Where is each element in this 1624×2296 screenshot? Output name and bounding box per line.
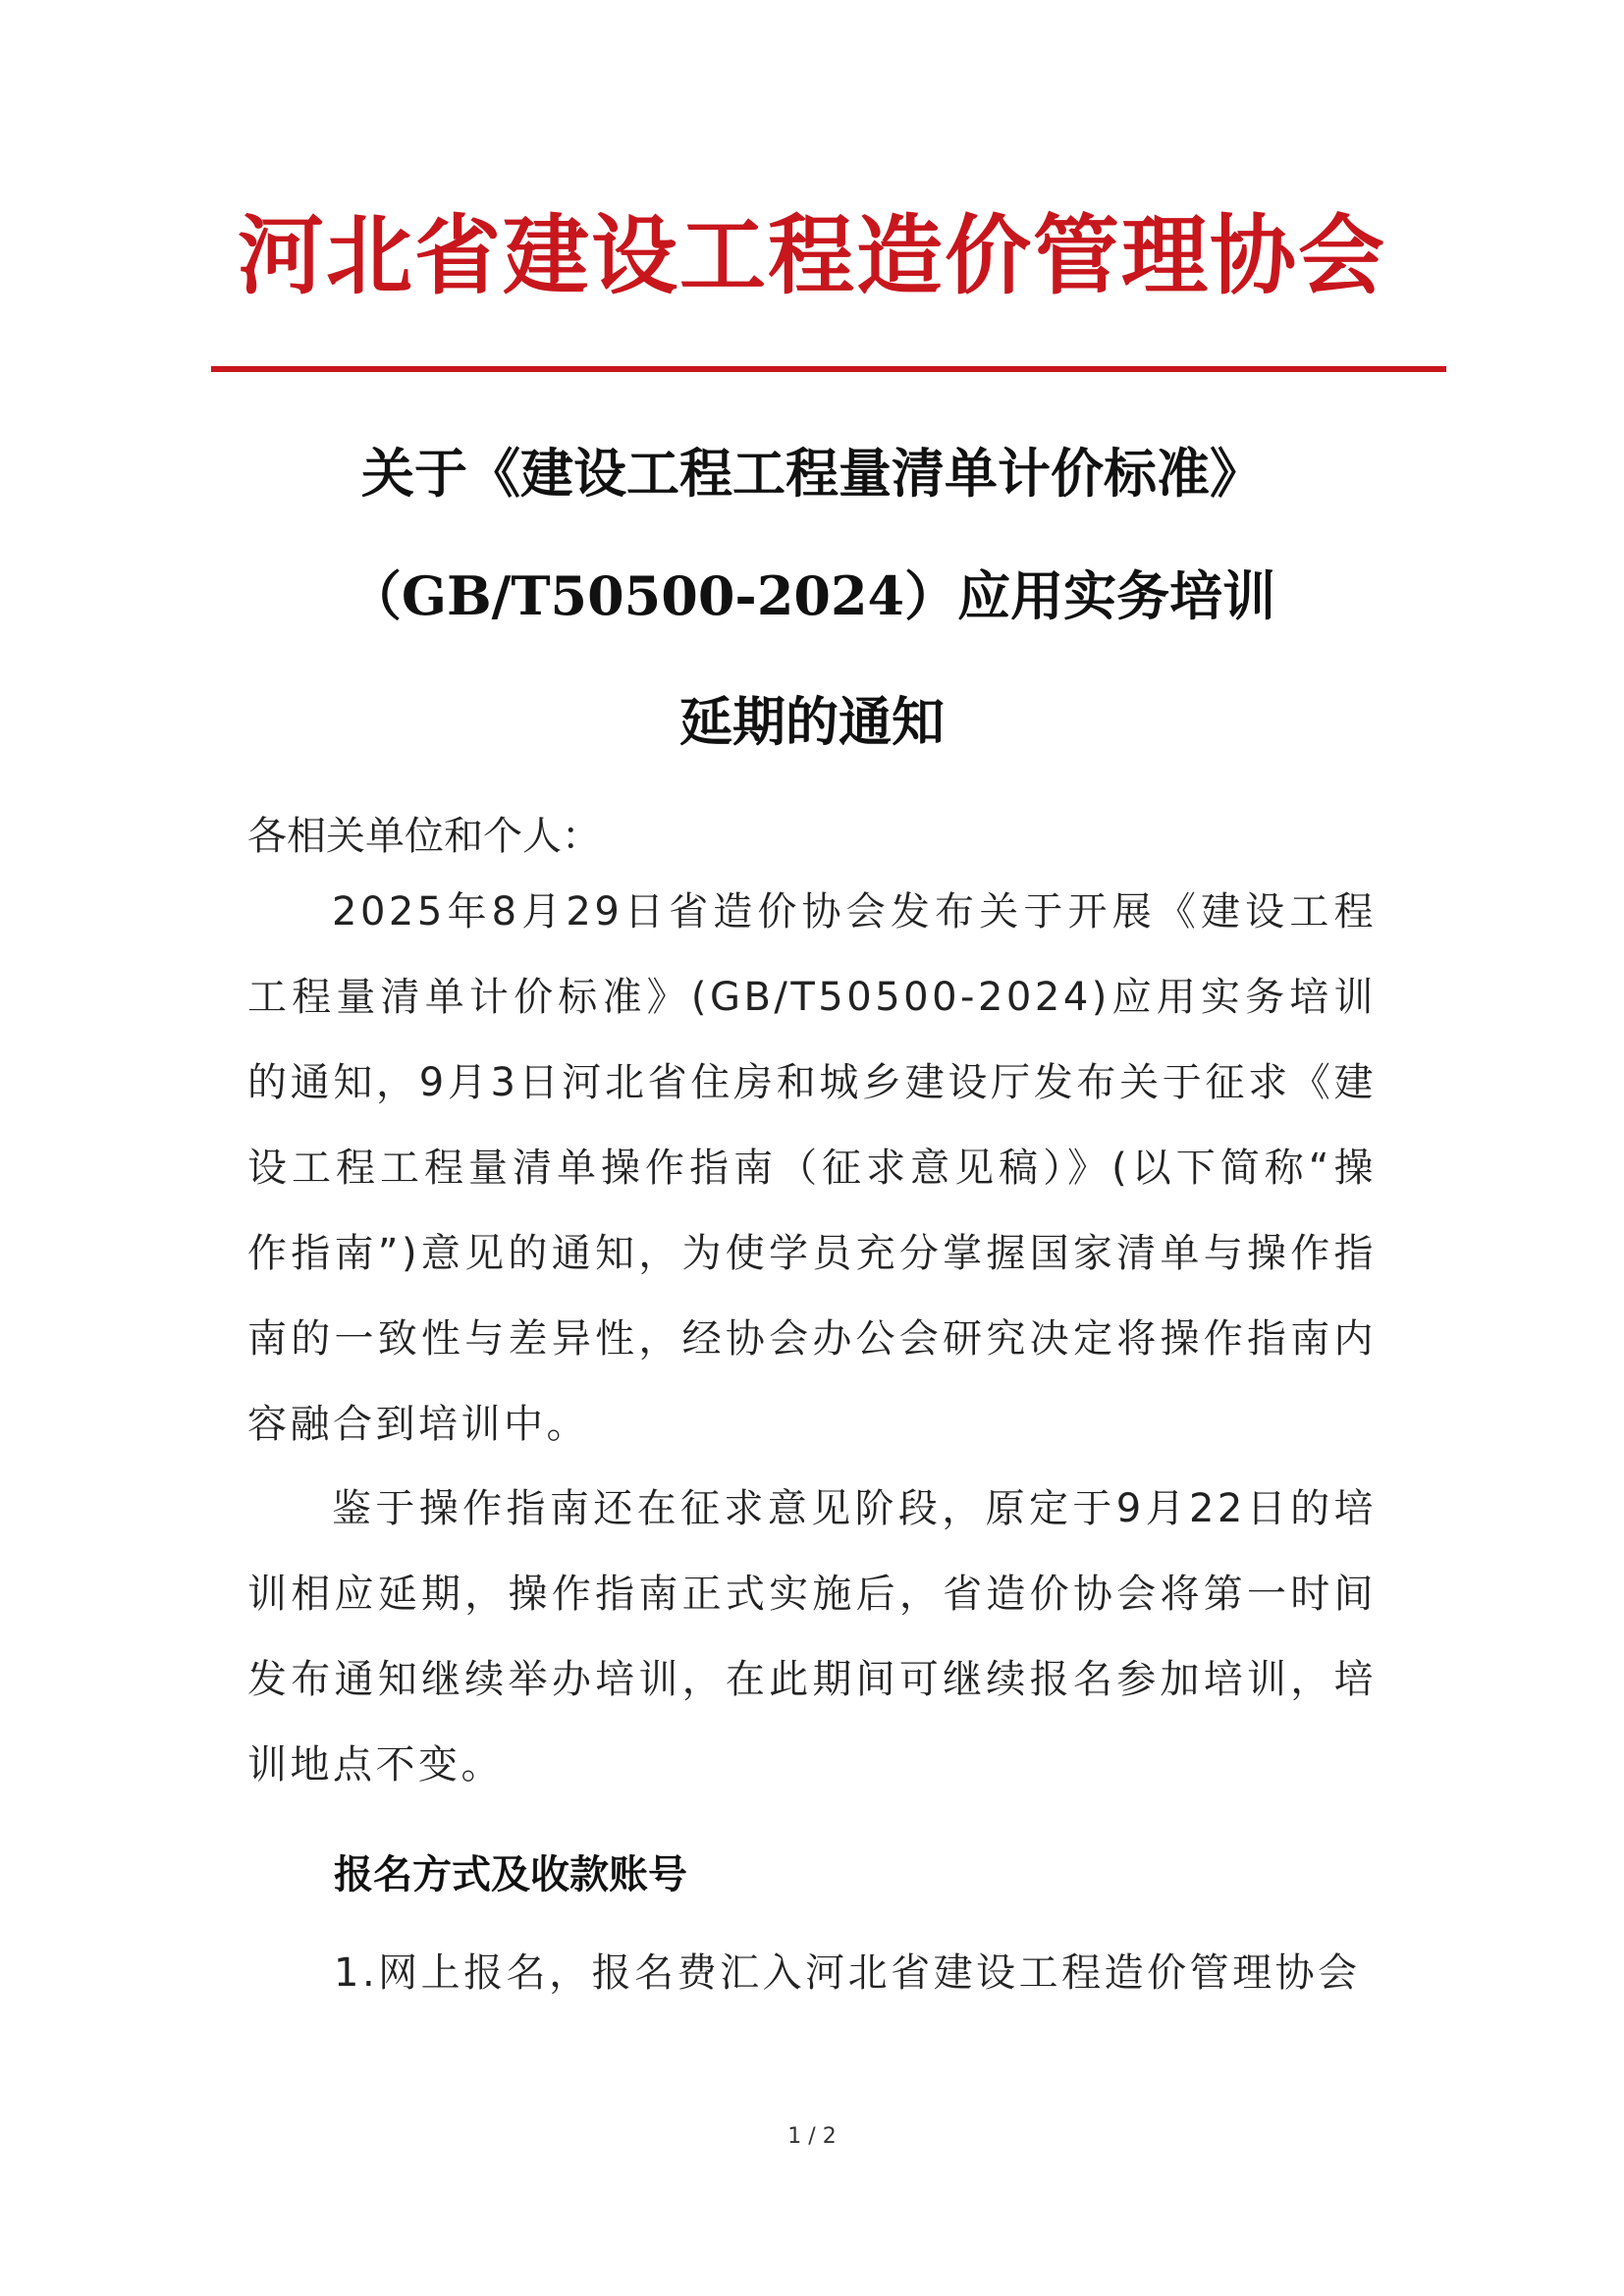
document-title-line-1: 关于《建设工程工程量清单计价标准》 — [361, 442, 1263, 505]
list-item-online-registration: 1.网上报名，报名费汇入河北省建设工程造价管理协会 — [334, 1950, 1361, 1996]
salutation: 各相关单位和个人： — [247, 814, 601, 859]
document-title-line-2: （GB/T50500-2024）应用实务培训 — [348, 564, 1276, 627]
document-title-line-3: 延期的通知 — [679, 690, 945, 753]
body-paragraph-1: 2025年8月29日省造价协会发布关于开展《建设工程工程量清单计价标准》(GB/T50500-2024)应用实务培训的通知，9月3日河北省住房和城乡建设厅发布关于征求《建设工程工程量清单操作指南（征求意见稿）》(以下简称“操作指南”)意见的通知，为使学员充分掌握国家清单与操作指南的一致性与差异性，经协会办公会研究决定将操作指南内容融合到培训中。 — [247, 889, 1377, 1447]
body-paragraph-2: 鉴于操作指南还在征求意见阶段，原定于9月22日的培训相应延期，操作指南正式实施后，省造价协会将第一时间发布通知继续举办培训，在此期间可继续报名参加培训，培训地点不变。 — [247, 1486, 1377, 1788]
letterhead-divider — [211, 366, 1446, 372]
section-heading-registration: 报名方式及收款账号 — [334, 1852, 687, 1897]
organization-letterhead: 河北省建设工程造价管理协会 — [237, 204, 1386, 306]
page-number: 1 / 2 — [787, 2124, 837, 2149]
